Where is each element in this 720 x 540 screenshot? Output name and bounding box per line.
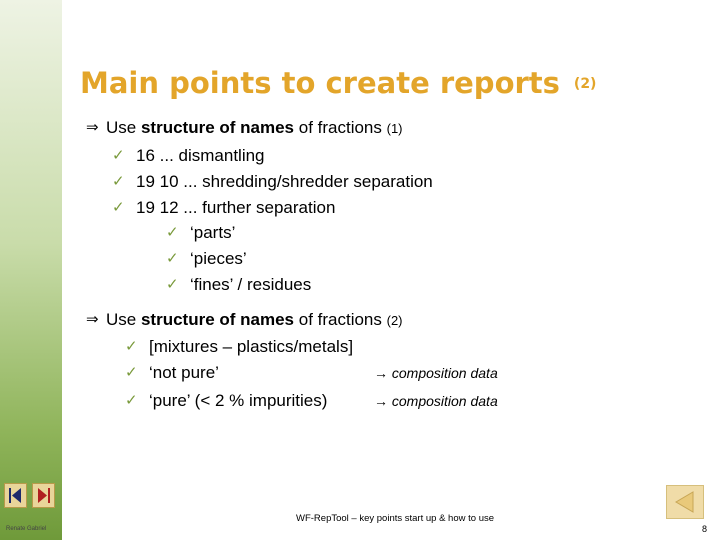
section2-tag: (2)	[386, 313, 403, 328]
note-text: composition data	[391, 365, 498, 381]
next-slide-button[interactable]	[32, 483, 55, 508]
list-item-text: 19 10 ... shredding/shredder separation	[136, 172, 433, 191]
check-icon: ✓	[166, 276, 179, 293]
section1-bold: structure of names	[140, 118, 295, 137]
list-item-text: 16 ... dismantling	[136, 146, 265, 165]
section2-pre: Use	[106, 310, 141, 329]
sidebar-gradient	[0, 0, 62, 540]
check-icon: ✓	[112, 199, 125, 216]
previous-slide-icon	[5, 484, 26, 507]
slide-title	[80, 66, 596, 100]
check-icon: ✓	[125, 364, 138, 381]
section1-post: of fractions	[294, 118, 387, 137]
author-name: Renate Gabriel	[6, 526, 47, 532]
check-icon: ✓	[112, 147, 125, 164]
check-icon: ✓	[125, 338, 138, 355]
composition-note	[374, 393, 498, 409]
check-icon: ✓	[112, 173, 125, 190]
next-slide-icon	[33, 484, 54, 507]
check-icon: ✓	[125, 392, 138, 409]
home-button[interactable]	[666, 485, 704, 519]
arrow-bullet-icon: ⇒	[86, 311, 99, 328]
sub-list-item-text: ‘fines’ / residues	[190, 275, 312, 294]
sub-list-item-text: ‘parts’	[190, 223, 236, 242]
previous-slide-button[interactable]	[4, 483, 27, 508]
check-icon: ✓	[166, 224, 179, 241]
section2-bold: structure of names	[140, 310, 295, 329]
list-item-text: [mixtures – plastics/metals]	[149, 337, 354, 356]
check-icon: ✓	[166, 250, 179, 267]
right-arrow-icon: →	[374, 365, 388, 381]
title-suffix: (2)	[573, 76, 597, 92]
right-arrow-icon: →	[374, 393, 388, 409]
home-icon	[667, 486, 703, 518]
section2-post: of fractions	[294, 310, 387, 329]
footer-text: WF-RepTool – key points start up & how to use	[296, 513, 495, 524]
sub-list-item-text: ‘pieces’	[190, 249, 247, 268]
note-text: composition data	[391, 393, 498, 409]
list-item-text: ‘not pure’	[149, 363, 219, 382]
composition-note	[374, 365, 498, 381]
arrow-bullet-icon: ⇒	[86, 119, 99, 136]
title-text: Main points to create reports	[80, 66, 560, 100]
section1-tag: (1)	[386, 121, 403, 136]
list-item-text: ‘pure’ (< 2 % impurities)	[149, 391, 328, 410]
page-number: 8	[702, 524, 708, 534]
list-item-text: 19 12 ... further separation	[136, 198, 336, 217]
section1-pre: Use	[106, 118, 141, 137]
